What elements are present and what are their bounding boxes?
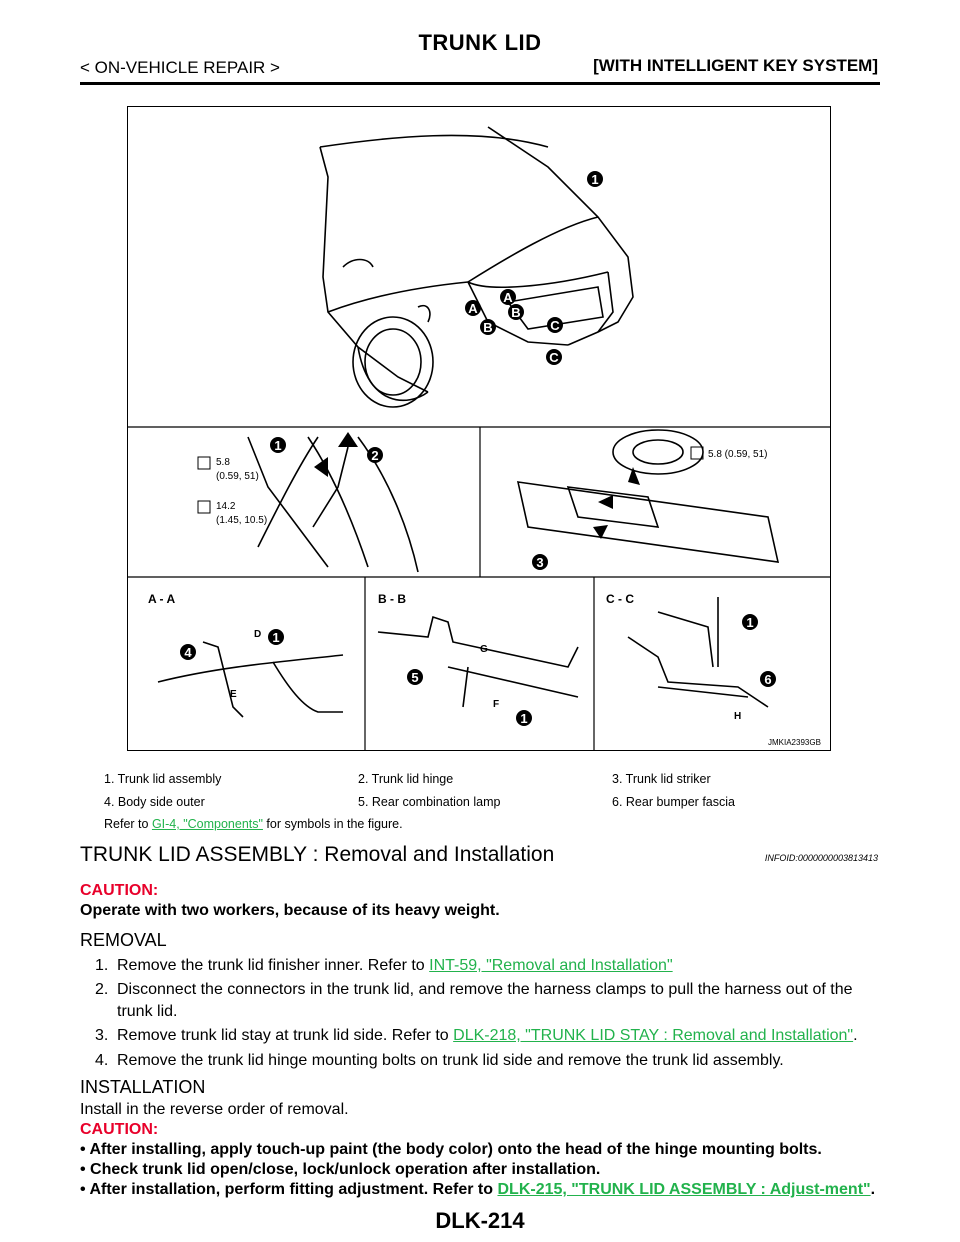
page-title: TRUNK LID: [418, 30, 542, 55]
section-title: TRUNK LID ASSEMBLY : Removal and Installation: [80, 843, 555, 866]
trunk-lid-figure: [127, 106, 831, 751]
legend-item-3: 3. Trunk lid striker: [612, 772, 711, 786]
legend-item-4: 4. Body side outer: [104, 795, 205, 809]
callout-1b: 1: [274, 438, 282, 453]
installation-bullet-2: • Check trunk lid open/close, lock/unlock operation after installation.: [80, 1161, 601, 1178]
installation-bullet-3: • After installation, perform fitting adjustment. Refer to DLK-215, "TRUNK LID ASSEMBLY : Adjust-ment".: [80, 1181, 876, 1198]
caution-label: CAUTION:: [80, 882, 159, 899]
callout-1d: 1: [520, 711, 528, 726]
removal-step-1-link[interactable]: INT-59, "Removal and Installation": [429, 957, 673, 974]
letter-f: F: [493, 699, 500, 710]
page-number: DLK-214: [435, 1208, 525, 1233]
legend-refer: [104, 817, 403, 831]
legend-item-5: 5. Rear combination lamp: [358, 795, 501, 809]
installation-caution-label: CAUTION:: [80, 1121, 159, 1138]
torque-1-units: (0.59, 51): [216, 471, 259, 482]
removal-step-3-link[interactable]: DLK-218, "TRUNK LID STAY : Removal and Installation": [453, 1027, 854, 1044]
legend-item-2: 2. Trunk lid hinge: [358, 772, 454, 786]
torque-1-value: 5.8: [216, 457, 230, 468]
section-cc-label: C - C: [606, 592, 634, 606]
header-rule: [80, 82, 880, 85]
letter-c1: C: [550, 318, 560, 333]
letter-e: E: [230, 689, 237, 700]
caution-text: Operate with two workers, because of its heavy weight.: [80, 902, 500, 919]
removal-heading: REMOVAL: [80, 930, 167, 950]
figure-drawing: [128, 107, 830, 750]
legend-refer-suffix: for symbols in the figure.: [262, 817, 403, 831]
system-label: [WITH INTELLIGENT KEY SYSTEM]: [593, 56, 878, 75]
removal-step-4: 4. Remove the trunk lid hinge mounting bolts on trunk lid side and remove the trunk lid assembly.: [95, 1052, 784, 1069]
letter-g: G: [480, 644, 488, 655]
callout-2: 2: [371, 448, 379, 463]
callout-3: 3: [536, 555, 544, 570]
info-id: INFOID:0000000003813413: [764, 853, 878, 863]
section-bb-label: B - B: [378, 592, 406, 606]
installation-intro: Install in the reverse order of removal.: [80, 1101, 349, 1118]
legend-item-6: 6. Rear bumper fascia: [612, 795, 735, 809]
legend-refer-link[interactable]: GI-4, "Components": [151, 817, 263, 831]
letter-c2: C: [549, 350, 559, 365]
torque-3: 5.8 (0.59, 51): [708, 449, 768, 460]
torque-2-units: (1.45, 10.5): [216, 515, 268, 526]
letter-d: D: [254, 629, 262, 640]
legend-refer-prefix: Refer to: [104, 817, 152, 831]
breadcrumb: < ON-VEHICLE REPAIR >: [80, 58, 280, 77]
installation-bullet-3-link[interactable]: DLK-215, "TRUNK LID ASSEMBLY : Adjust-ment": [497, 1181, 871, 1198]
callout-4: 4: [184, 645, 192, 660]
figure-code: JMKIA2393GB: [768, 738, 821, 747]
letter-b2: B: [511, 305, 521, 320]
legend-item-1: 1. Trunk lid assembly: [104, 772, 222, 786]
letter-a1: A: [468, 301, 478, 316]
callout-6: 6: [764, 672, 772, 687]
removal-step-3: 3. Remove trunk lid stay at trunk lid side. Refer to DLK-218, "TRUNK LID STAY : Removal and Installation".: [95, 1027, 858, 1044]
letter-b1: B: [483, 320, 493, 335]
callout-1a: 1: [591, 172, 599, 187]
callout-5: 5: [411, 670, 419, 685]
installation-heading: INSTALLATION: [80, 1077, 206, 1097]
removal-step-1: 1. Remove the trunk lid finisher inner. Refer to INT-59, "Removal and Installation": [95, 957, 673, 974]
letter-h: H: [734, 711, 742, 722]
section-aa-label: A - A: [148, 592, 176, 606]
callout-1c: 1: [272, 630, 280, 645]
callout-1e: 1: [746, 615, 754, 630]
installation-bullet-1: • After installing, apply touch-up paint (the body color) onto the head of the hinge mounting bolts.: [80, 1141, 822, 1158]
letter-a2: A: [503, 290, 513, 305]
torque-2-value: 14.2: [216, 501, 236, 512]
removal-step-2: 2. Disconnect the connectors in the trunk lid, and remove the harness clamps to pull the harness out of the trunk lid.: [95, 981, 853, 1020]
